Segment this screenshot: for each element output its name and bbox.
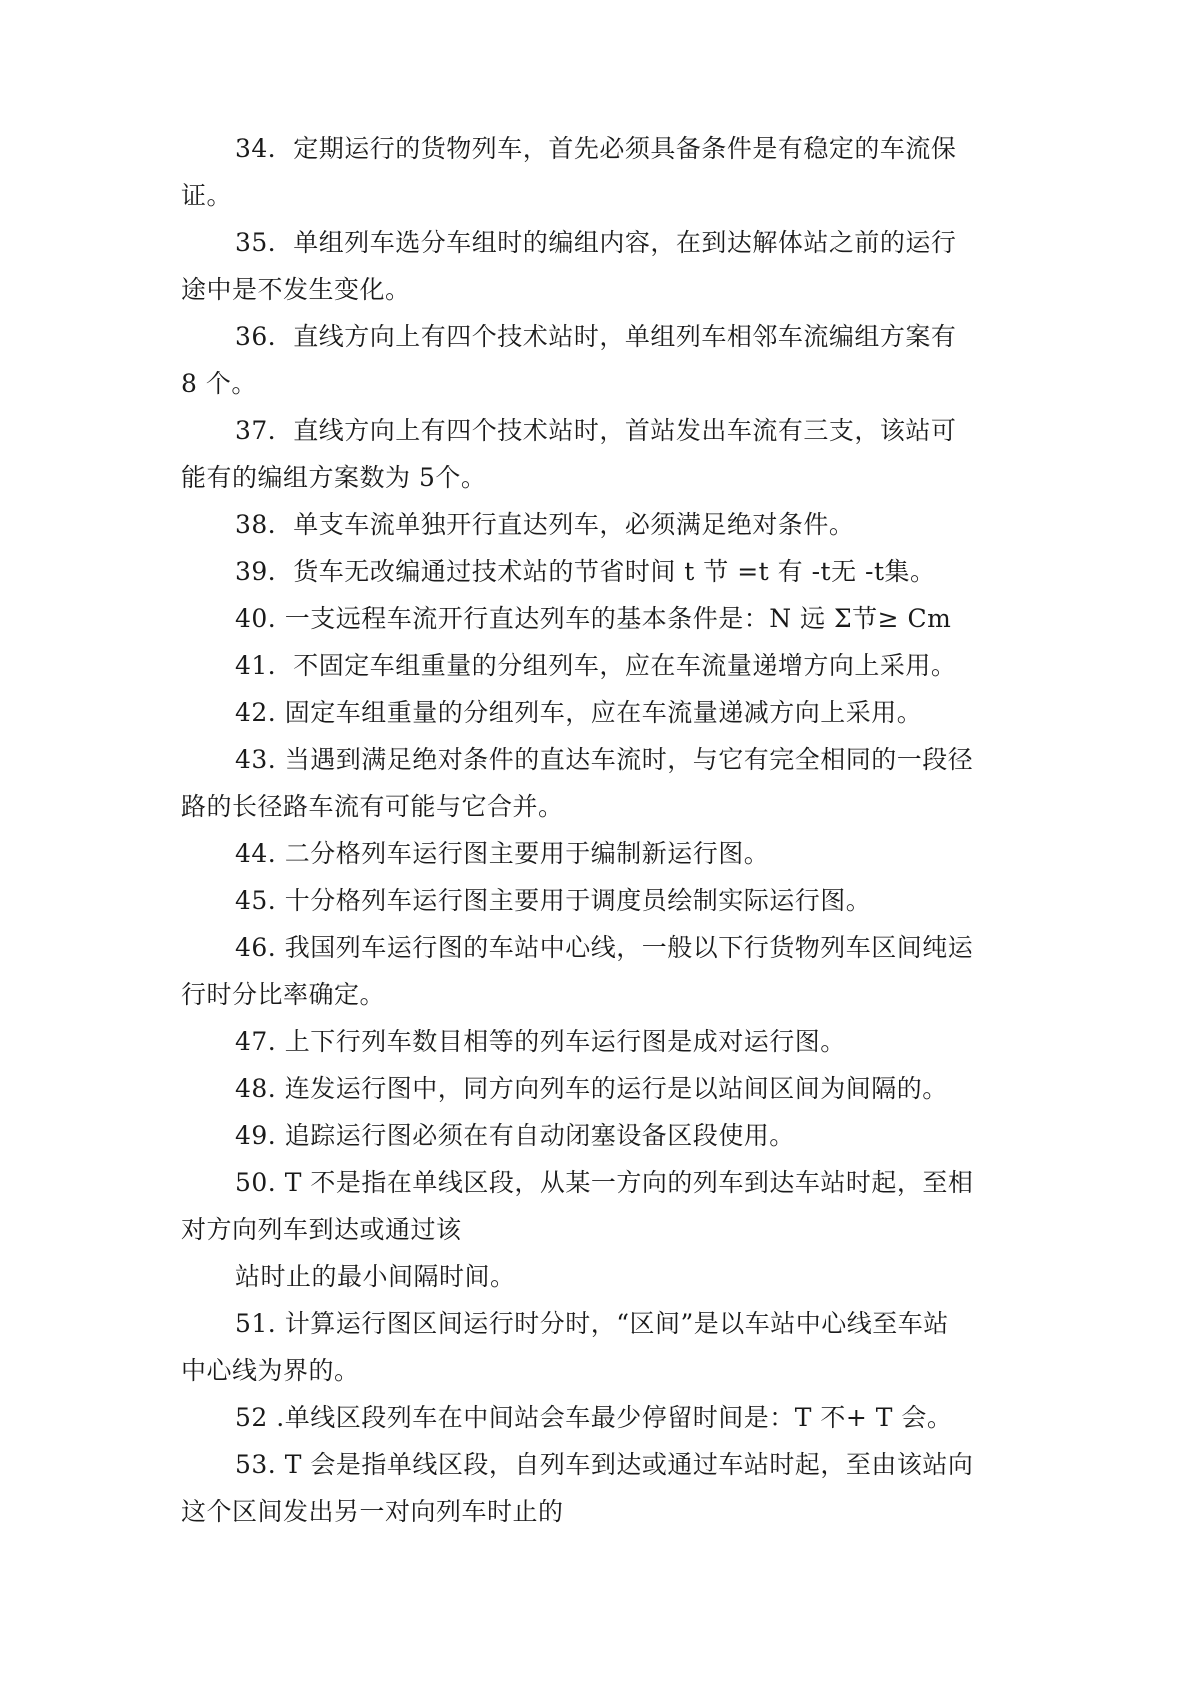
text-line: 37．直线方向上有四个技术站时，首站发出车流有三支，该站可 (235, 416, 957, 445)
text-line: 证。 (181, 181, 233, 210)
text-line: 50. T 不是指在单线区段，从某一方向的列车到达车站时起，至相 (235, 1168, 974, 1197)
text-line: 行时分比率确定。 (181, 980, 386, 1009)
text-line: 48. 连发运行图中，同方向列车的运行是以站间区间为间隔的。 (235, 1074, 948, 1103)
text-line: 34．定期运行的货物列车，首先必须具备条件是有稳定的车流保 (235, 134, 957, 163)
text-line: 路的长径路车流有可能与它合并。 (181, 792, 564, 821)
text-line: 47. 上下行列车数目相等的列车运行图是成对运行图。 (235, 1027, 846, 1056)
text-line: 51. 计算运行图区间运行时分时，“区间”是以车站中心线至车站 (235, 1309, 949, 1338)
document-body (181, 125, 1011, 1535)
text-line: 40. 一支远程车流开行直达列车的基本条件是：N 远 Σ节≥ Cm (235, 604, 952, 633)
text-line: 中心线为界的。 (181, 1356, 360, 1385)
text-line: 53. T 会是指单线区段，自列车到达或通过车站时起，至由该站向 (235, 1450, 974, 1479)
text-line: 途中是不发生变化。 (181, 275, 411, 304)
text-line: 能有的编组方案数为 5个。 (181, 463, 487, 492)
text-line: 41．不固定车组重量的分组列车，应在车流量递增方向上采用。 (235, 651, 957, 680)
text-line: 43. 当遇到满足绝对条件的直达车流时，与它有完全相同的一段径 (235, 745, 974, 774)
text-line: 对方向列车到达或通过该 (181, 1215, 462, 1244)
text-line: 38．单支车流单独开行直达列车，必须满足绝对条件。 (235, 510, 855, 539)
text-line: 站时止的最小间隔时间。 (235, 1262, 516, 1291)
text-line: 39．货车无改编通过技术站的节省时间 t 节 =t 有 -t无 -t集。 (235, 557, 936, 586)
text-line: 44. 二分格列车运行图主要用于编制新运行图。 (235, 839, 770, 868)
text-line: 这个区间发出另一对向列车时止的 (181, 1497, 564, 1526)
text-line: 52 .单线区段列车在中间站会车最少停留时间是：T 不+ T 会。 (235, 1403, 953, 1432)
text-line: 36．直线方向上有四个技术站时，单组列车相邻车流编组方案有 (235, 322, 957, 351)
text-line: 45. 十分格列车运行图主要用于调度员绘制实际运行图。 (235, 886, 872, 915)
text-line: 35．单组列车选分车组时的编组内容，在到达解体站之前的运行 (235, 228, 957, 257)
text-line: 49. 追踪运行图必须在有自动闭塞设备区段使用。 (235, 1121, 795, 1150)
text-line: 8 个。 (181, 369, 257, 398)
text-line: 42. 固定车组重量的分组列车，应在车流量递减方向上采用。 (235, 698, 923, 727)
text-line: 46. 我国列车运行图的车站中心线，一般以下行货物列车区间纯运 (235, 933, 974, 962)
